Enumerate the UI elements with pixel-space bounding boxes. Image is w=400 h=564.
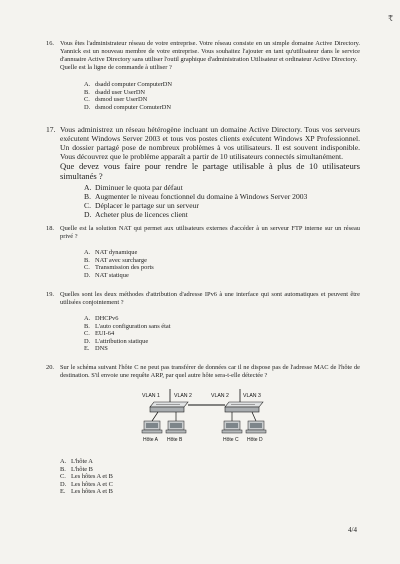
option-a: A. L'hôte A: [60, 458, 93, 465]
option-e: E. DNS: [84, 345, 108, 353]
option-a: A. NAT dynamique: [84, 249, 138, 256]
host-d-label: Hôte D: [247, 437, 263, 443]
option-c: C. dsmod user UserDN: [84, 96, 148, 104]
switch-right-icon: [225, 402, 263, 412]
option-d: D. Acheter plus de licences client: [84, 210, 188, 219]
host-d-icon: [246, 421, 266, 433]
option-a: A. dsadd computer ComputerDN: [84, 81, 173, 88]
option-a: A. Diminuer le quota par défaut: [84, 183, 183, 192]
option-b: B. L'hôte B: [60, 465, 93, 473]
question-16: [46, 40, 360, 111]
question-text: Quelles sont les deux méthodes d'attribution d'adresse IPv6 à une interface qui sont automatiques et peuvent être utilisées conjointement ?: [60, 291, 360, 306]
option-c: C. Les hôtes A et B: [60, 473, 113, 481]
vlan1-label: VLAN 1: [142, 393, 160, 399]
options-list: [84, 183, 360, 219]
option-d: D. Les hôtes A et C: [60, 480, 113, 488]
question-20-options: [60, 458, 360, 496]
question-text: Sur le schéma suivant l'hôte C ne peut pas transférer de données car il ne dispose pas de l'adresse MAC de l'hôte de destination. S'il envoie une requête ARP, par quel autre hôte sera-t-elle détectée ?: [60, 364, 360, 379]
question-prompt: Que devez vous faire pour rendre le partage utilisable à plus de 10 utilisateurs simultanés ?: [60, 161, 360, 181]
link-host-d: [252, 412, 256, 421]
question-number: 20.: [46, 364, 54, 371]
question-number: 16.: [46, 40, 54, 47]
question-19: [46, 291, 360, 353]
option-b: B. Augmenter le niveau fonctionnel du domaine à Windows Server 2003: [84, 192, 308, 201]
host-a-label: Hôte A: [143, 437, 159, 443]
question-18: [46, 225, 360, 279]
option-c: C. Déplacer le partage sur un serveur: [84, 201, 199, 210]
option-e: E. Les hôtes A et B: [60, 488, 113, 496]
question-number: 18.: [46, 225, 54, 232]
option-b: B. NAT avec surcharge: [84, 256, 147, 264]
vlan2-label-left: VLAN 2: [174, 393, 192, 399]
option-d: D. dsmod computer ComuterDN: [84, 103, 171, 111]
vlan2-label-right: VLAN 2: [211, 393, 229, 399]
question-text: Quelle est la solution NAT qui permet aux utilisateurs externes d'accéder à un serveur FTP interne sur un réseau privé ?: [60, 225, 360, 240]
link-host-a: [152, 412, 158, 421]
options-list: [84, 249, 360, 279]
question-text: Vous administrez un réseau hétérogène incluant un domaine Active Directory. Tous vos serveurs exécutent Windows Server 2003 et tous vos postes clients exécutent Windows XP Professionnel. Un dossier partagé pose de nombreux problèmes à vos utilisateurs. Il est souvent indisponible. Vous découvrez que le problème apparaît a partir de 10 utilisateurs connectés simultanément.: [60, 125, 360, 161]
option-d: D. NAT statique: [84, 271, 129, 279]
question-prompt: Quelle est la ligne de commande à utiliser ?: [60, 64, 172, 71]
option-a: A. DHCPv6: [84, 315, 119, 322]
host-b-label: Hôte B: [167, 437, 183, 443]
vlan3-label: VLAN 3: [243, 393, 261, 399]
switch-left-icon: [150, 402, 188, 412]
host-c-icon: [222, 421, 242, 433]
options-list: [84, 315, 360, 353]
question-20: [46, 364, 360, 380]
option-b: B. dsadd user UserDN: [84, 88, 146, 96]
question-text: Vous êtes l'administrateur réseau de votre entreprise. Votre réseau consiste en un simple domaine Active Directory. Yannick est un nouveau membre de votre entreprise. Vous souhaitez l'ajouter en tant qu'utilisateur dans le service d'annuaire Active Directory sans utiliser l'outil graphique d'administration Utilisateur et ordinateur Active Directory.: [60, 40, 360, 63]
question-17: [46, 125, 360, 219]
option-b: B. L'auto configuration sans état: [84, 322, 171, 330]
host-c-label: Hôte C: [223, 437, 239, 443]
option-c: C. Transmission des ports: [84, 264, 154, 272]
options-list: [60, 458, 360, 496]
question-number: 19.: [46, 291, 54, 298]
option-d: D. L'attribution statique: [84, 337, 149, 345]
options-list: [84, 81, 360, 111]
page-number: 4/4: [348, 526, 357, 534]
option-c: C. EUI-64: [84, 330, 115, 338]
corner-mark: ₹: [388, 14, 394, 23]
host-b-icon: [166, 421, 186, 433]
network-diagram: [132, 388, 282, 448]
host-a-icon: [142, 421, 162, 433]
question-number: 17.: [46, 125, 56, 134]
